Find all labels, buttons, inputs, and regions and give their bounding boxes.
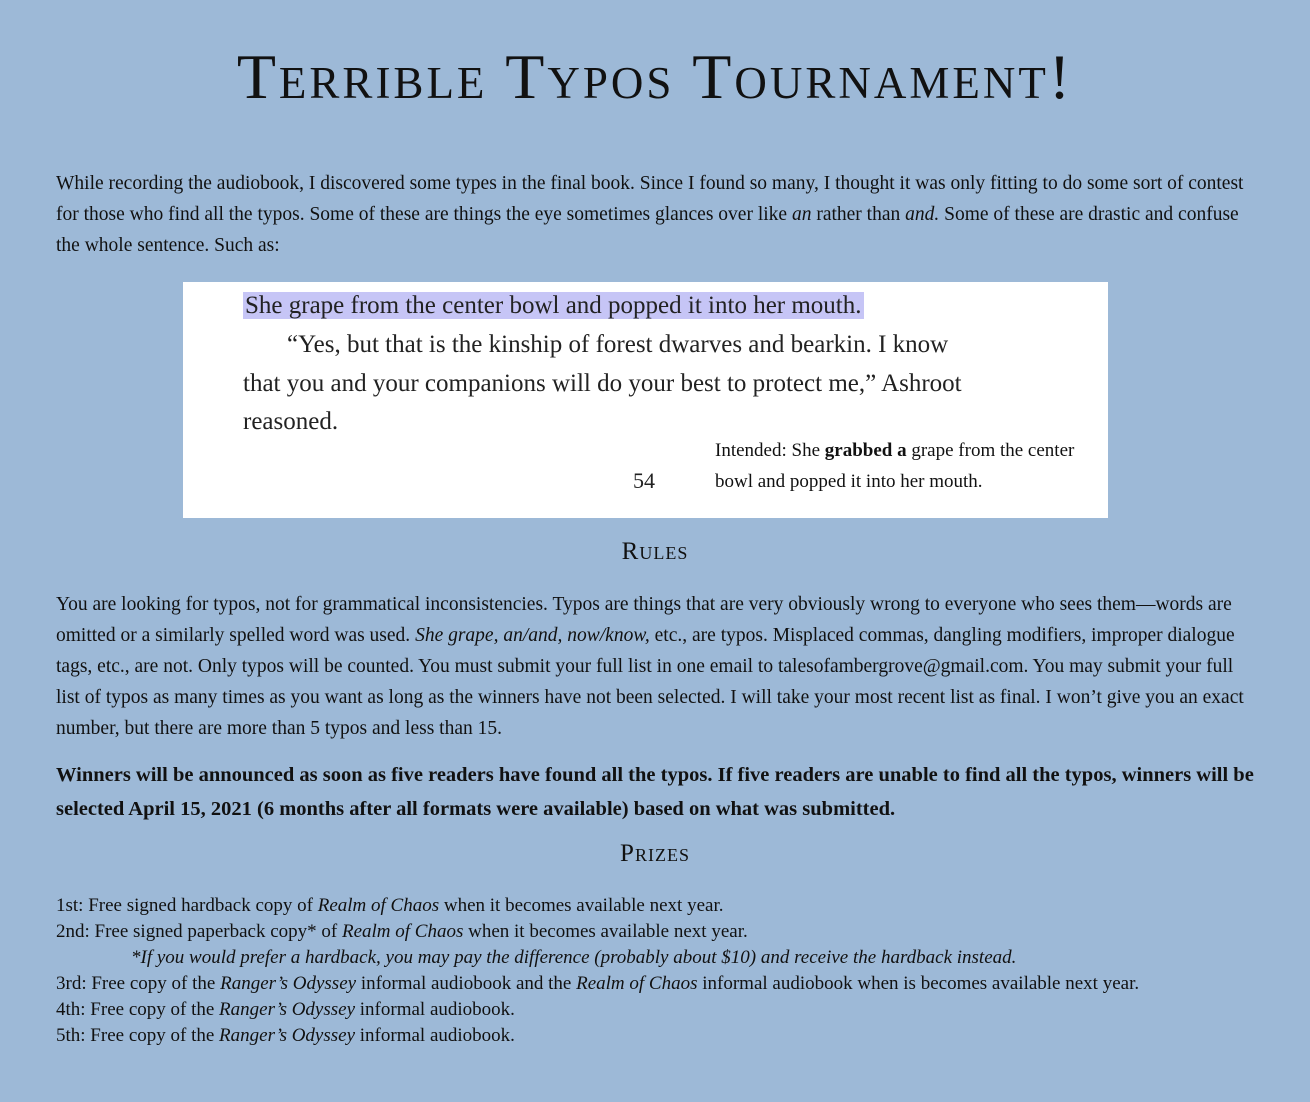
book-title: Realm of Chaos — [341, 921, 464, 942]
book-title: Realm of Chaos — [317, 895, 440, 916]
intro-text: rather than — [811, 204, 906, 225]
rules-paragraph — [56, 589, 1256, 744]
winners-paragraph: Winners will be announced as soon as five readers have found all the typos. If five readers are unable to find all the typos, winners will be selected April 15, 2021 (6 months after all formats were available) based on what was submitted. — [56, 764, 1254, 820]
intended-correction — [715, 435, 1105, 497]
excerpt-line: reasoned. — [243, 408, 339, 435]
page-title: Terrible Typos Tournament! — [236, 41, 1074, 112]
prize-text: 1st: Free signed hardback copy of — [56, 895, 318, 916]
rules-examples: She grape, an/and, now/know, — [415, 625, 650, 646]
book-title: Ranger’s Odyssey — [219, 999, 356, 1020]
rules-text: You are looking for typos, not for grammatical inconsistencies. Typos are things that are very obviously wrong to everyone who sees them—words are omitted or a similarly spelled word was used. — [56, 594, 1232, 646]
prizes-heading: Prizes — [620, 840, 690, 867]
prize-fourth — [56, 997, 1276, 1023]
intro-example-an: an — [791, 204, 812, 225]
prize-fifth — [56, 1023, 1276, 1049]
typo-highlight: She grape from the center bowl and popped it into her mouth. — [245, 292, 862, 319]
prize-text: informal audiobook. — [355, 999, 515, 1020]
prize-text: 2nd: Free signed paperback copy* of — [56, 921, 342, 942]
prize-text: 3rd: Free copy of the — [56, 973, 221, 994]
book-title: Ranger’s Odyssey — [220, 973, 357, 994]
prize-note: *If you would prefer a hardback, you may pay the difference (probably about $10) and receive the hardback instead. — [131, 947, 1017, 968]
intro-text: Some of these are drastic and confuse the whole sentence. Such as: — [56, 204, 1239, 256]
intro-text: While recording the audiobook, I discovered some types in the final book. Since I found so many, I thought it was only fitting to do some sort of contest for those who find all the typos. Some of these are things the eye sometimes glances over like — [56, 173, 1244, 225]
prize-second — [56, 919, 1276, 945]
intended-text: Intended: She — [715, 440, 825, 461]
prize-text: when it becomes available next year. — [463, 921, 748, 942]
intro-example-and: and. — [905, 204, 940, 225]
excerpt-line: that you and your companions will do your best to protect me,” Ashroot — [243, 370, 962, 397]
prize-text: 5th: Free copy of the — [56, 1025, 220, 1046]
book-excerpt-image — [183, 282, 1108, 518]
prize-text: informal audiobook when is becomes available next year. — [697, 973, 1140, 994]
rules-heading: Rules — [621, 538, 689, 565]
book-title: Realm of Chaos — [576, 973, 698, 994]
prize-text: informal audiobook. — [355, 1025, 515, 1046]
prize-text: when it becomes available next year. — [439, 895, 724, 916]
page-number: 54 — [633, 468, 655, 493]
excerpt-line: “Yes, but that is the kinship of forest dwarves and bearkin. I know — [287, 331, 949, 358]
prizes-list — [56, 893, 1276, 1049]
excerpt-highlighted-line — [243, 292, 864, 320]
intended-bold: grabbed a — [824, 440, 907, 461]
prize-text: informal audiobook and the — [356, 973, 577, 994]
book-title: Ranger’s Odyssey — [219, 1025, 356, 1046]
intro-paragraph — [56, 168, 1256, 261]
intended-text: grape from the center bowl and popped it into her mouth. — [715, 440, 1075, 492]
prize-third — [56, 971, 1276, 997]
prize-text: 4th: Free copy of the — [56, 999, 220, 1020]
prize-first — [56, 893, 1276, 919]
rules-text: etc., are typos. Misplaced commas, dangling modifiers, improper dialogue tags, etc., are not. Only typos will be counted. You must submit your full list in one email to talesofambergrove@gmail.com. You may submit your full list of typos as many times as you want as long as the winners have not been selected. I will take your most recent list as final. I won’t give you an exact number, but there are more than 5 typos and less than 15. — [56, 625, 1244, 739]
